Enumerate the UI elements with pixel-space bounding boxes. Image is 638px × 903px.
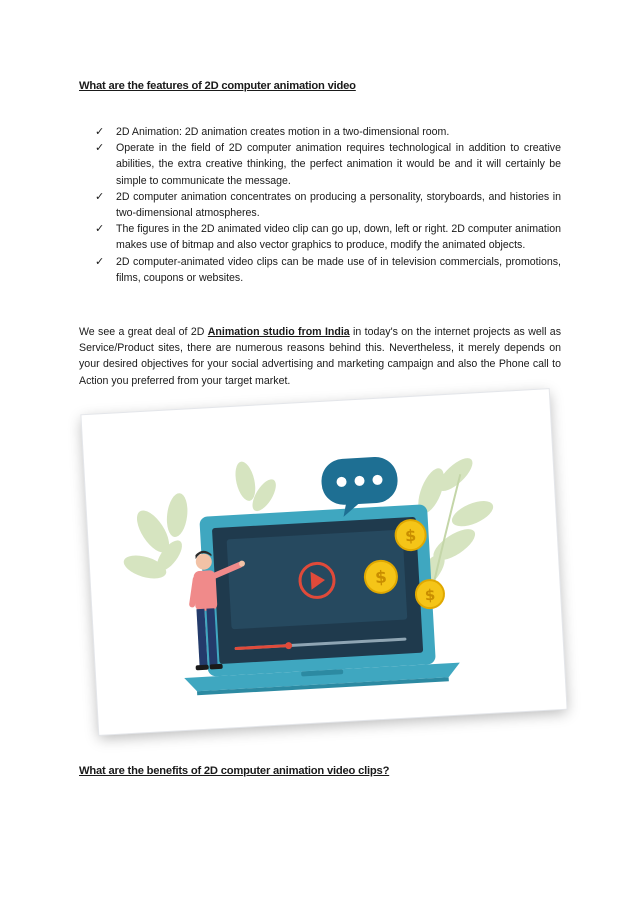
list-item-text: 2D Animation: 2D animation creates motion in a two-dimensional room. xyxy=(116,126,450,138)
list-item xyxy=(95,140,561,189)
section-heading-benefits: What are the benefits of 2D computer animation video clips? xyxy=(79,765,390,777)
paragraph-text-end: in today's on the internet projects as well as Service/Product sites, there are numerous reasons behind this. Nevertheless, it merely depends on your desired objectives for your social advertising and marketing campaign and also the Phone call to Action you preferred from your target market. xyxy=(79,326,561,387)
dollar-coin-icon xyxy=(395,519,427,551)
illustration-svg xyxy=(81,389,566,735)
list-item xyxy=(95,124,561,140)
list-item-text: 2D computer animation concentrates on producing a personality, storyboards, and histories in two-dimensional atmospheres. xyxy=(116,190,561,220)
list-item xyxy=(95,189,561,221)
checkmark-icon: ✓ xyxy=(95,189,105,203)
paragraph-text-start: We see a great deal of 2D xyxy=(79,326,208,338)
body-paragraph xyxy=(79,324,561,389)
coin-symbol: $ xyxy=(404,525,417,546)
animation-illustration xyxy=(81,389,566,735)
list-item xyxy=(95,221,561,253)
list-item-text: Operate in the field of 2D computer animation requires technological in addition to creative abilities, the extra creative thinking, the perfect animation it would be and it will certainly be simple to communicate the message. xyxy=(116,142,561,187)
animation-studio-link[interactable]: Animation studio from India xyxy=(207,326,350,338)
list-item-text: The figures in the 2D animated video clip can go up, down, left or right. 2D computer animation makes use of bitmap and also vector graphics to produce, modify the animated objects. xyxy=(116,223,561,252)
checkmark-icon: ✓ xyxy=(95,125,105,138)
section-heading-features: What are the features of 2D computer animation video xyxy=(79,80,356,92)
coin-symbol: $ xyxy=(374,567,388,589)
checkmark-icon: ✓ xyxy=(95,254,105,268)
coin-symbol: $ xyxy=(424,585,436,605)
list-item xyxy=(95,254,561,286)
dollar-coin-icon xyxy=(364,560,398,594)
checkmark-icon: ✓ xyxy=(95,222,105,236)
dollar-coin-icon xyxy=(415,579,445,609)
checkmark-icon: ✓ xyxy=(95,141,105,155)
list-item-text: 2D computer-animated video clips can be made use of in television commercials, promotions, films, coupons or websites. xyxy=(116,255,561,284)
features-list xyxy=(95,124,561,286)
